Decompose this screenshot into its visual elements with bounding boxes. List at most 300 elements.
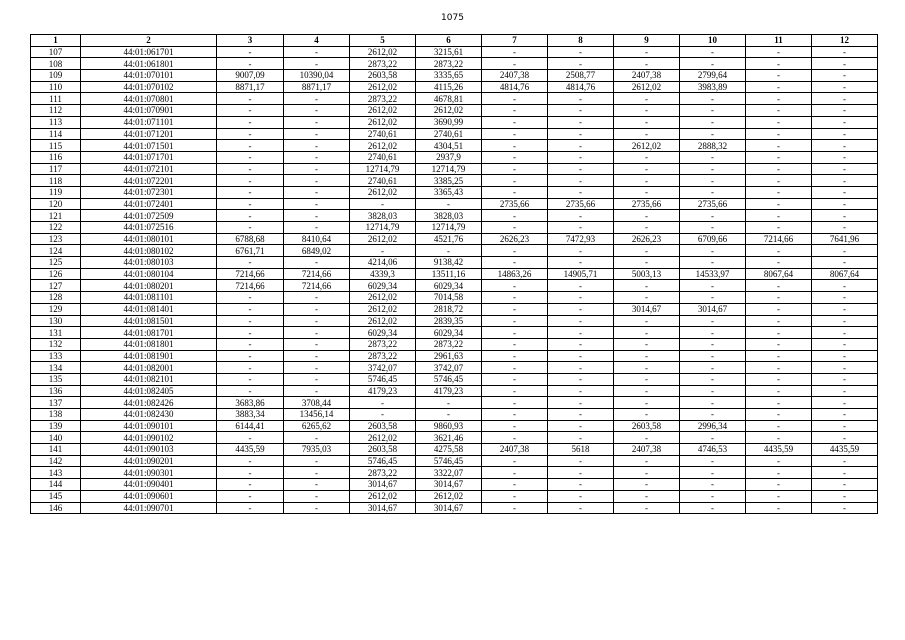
table-row <box>31 268 878 280</box>
table-cell: 137 <box>31 397 81 409</box>
table-cell: 44:01:070901 <box>81 105 217 117</box>
table-cell: - <box>284 373 350 385</box>
table-cell: - <box>614 455 680 467</box>
table-cell: - <box>746 467 812 479</box>
table-cell: - <box>746 81 812 93</box>
table-cell: - <box>350 245 416 257</box>
table-cell: 44:01:072301 <box>81 186 217 198</box>
table-header <box>31 35 878 47</box>
table-cell: - <box>746 93 812 105</box>
table-cell: - <box>746 198 812 210</box>
table-cell: - <box>482 93 548 105</box>
table-cell: - <box>746 116 812 128</box>
column-header: 5 <box>350 35 416 47</box>
table-cell: - <box>416 245 482 257</box>
table-cell: 2799,64 <box>680 70 746 82</box>
table-cell: - <box>548 292 614 304</box>
table-cell: - <box>482 338 548 350</box>
table-cell: - <box>548 467 614 479</box>
table-cell: 2740,61 <box>350 175 416 187</box>
table-cell: - <box>217 362 284 374</box>
table-cell: 8067,64 <box>746 268 812 280</box>
table-cell: - <box>284 292 350 304</box>
table-cell: - <box>482 397 548 409</box>
table-row <box>31 163 878 175</box>
table-cell: 3322,07 <box>416 467 482 479</box>
column-header: 3 <box>217 35 284 47</box>
table-cell: - <box>614 222 680 234</box>
table-cell: 130 <box>31 315 81 327</box>
table-row <box>31 93 878 105</box>
table-cell: - <box>284 338 350 350</box>
table-cell: 44:01:070101 <box>81 70 217 82</box>
table-row <box>31 490 878 502</box>
table-cell: - <box>812 46 878 58</box>
table-cell: - <box>812 81 878 93</box>
table-cell: - <box>614 409 680 421</box>
table-cell: 14533,97 <box>680 268 746 280</box>
table-cell: 4746,53 <box>680 444 746 456</box>
table-cell: - <box>746 479 812 491</box>
table-cell: 2612,02 <box>614 140 680 152</box>
column-header: 7 <box>482 35 548 47</box>
table-cell: - <box>548 222 614 234</box>
table-cell: 2873,22 <box>350 350 416 362</box>
table-cell: 44:01:082426 <box>81 397 217 409</box>
table-cell: 112 <box>31 105 81 117</box>
table-cell: - <box>284 93 350 105</box>
table-cell: 2612,02 <box>350 432 416 444</box>
table-cell: - <box>614 151 680 163</box>
table-cell: - <box>746 128 812 140</box>
table-cell: 5746,45 <box>350 373 416 385</box>
table-cell: - <box>680 245 746 257</box>
table-cell: 14863,26 <box>482 268 548 280</box>
table-cell: 3014,67 <box>416 502 482 514</box>
table-cell: - <box>482 210 548 222</box>
table-row <box>31 362 878 374</box>
table-cell: - <box>614 479 680 491</box>
table-cell: 8871,17 <box>217 81 284 93</box>
table-cell: - <box>482 292 548 304</box>
table-cell: 44:01:090601 <box>81 490 217 502</box>
table-cell: 117 <box>31 163 81 175</box>
table-row <box>31 58 878 70</box>
table-cell: - <box>614 210 680 222</box>
table-cell: 12714,79 <box>416 163 482 175</box>
table-cell: - <box>284 479 350 491</box>
table-cell: - <box>548 280 614 292</box>
table-cell: 110 <box>31 81 81 93</box>
table-cell: - <box>548 315 614 327</box>
table-cell: - <box>217 350 284 362</box>
table-cell: - <box>680 151 746 163</box>
table-cell: 44:01:081801 <box>81 338 217 350</box>
table-row <box>31 105 878 117</box>
column-header: 11 <box>746 35 812 47</box>
table-cell: - <box>217 93 284 105</box>
table-row <box>31 257 878 269</box>
table-cell: 3690,99 <box>416 116 482 128</box>
table-cell: - <box>680 315 746 327</box>
table-cell: - <box>614 327 680 339</box>
table-cell: - <box>482 502 548 514</box>
table-cell: - <box>284 315 350 327</box>
table-cell: - <box>284 116 350 128</box>
table-cell: - <box>746 350 812 362</box>
table-cell: - <box>548 175 614 187</box>
table-cell: 12714,79 <box>416 222 482 234</box>
table-cell: 4275,58 <box>416 444 482 456</box>
table-cell: 2735,66 <box>614 198 680 210</box>
table-cell: - <box>746 292 812 304</box>
table-cell: - <box>812 420 878 432</box>
table-cell: - <box>284 490 350 502</box>
table-cell: - <box>680 46 746 58</box>
table-cell: 44:01:080103 <box>81 257 217 269</box>
column-header: 6 <box>416 35 482 47</box>
table-cell: 2735,66 <box>548 198 614 210</box>
table-cell: 2612,02 <box>614 81 680 93</box>
table-cell: - <box>482 467 548 479</box>
table-cell: 14905,71 <box>548 268 614 280</box>
table-cell: - <box>284 210 350 222</box>
table-cell: - <box>680 280 746 292</box>
table-cell: - <box>284 257 350 269</box>
table-cell: 114 <box>31 128 81 140</box>
table-cell: 145 <box>31 490 81 502</box>
table-cell: 12714,79 <box>350 222 416 234</box>
table-row <box>31 397 878 409</box>
table-cell: - <box>482 58 548 70</box>
table-cell: - <box>812 222 878 234</box>
table-row <box>31 245 878 257</box>
table-cell: - <box>746 58 812 70</box>
table-cell: - <box>217 385 284 397</box>
table-cell: 5746,45 <box>350 455 416 467</box>
table-cell: 44:01:082101 <box>81 373 217 385</box>
table-cell: - <box>284 46 350 58</box>
table-cell: - <box>548 479 614 491</box>
table-cell: 4435,59 <box>217 444 284 456</box>
table-cell: 2839,35 <box>416 315 482 327</box>
table-cell: 6029,34 <box>350 327 416 339</box>
table-cell: - <box>680 455 746 467</box>
table-cell: - <box>482 385 548 397</box>
table-cell: 10390,04 <box>284 70 350 82</box>
table-cell: - <box>812 409 878 421</box>
table-cell: - <box>812 163 878 175</box>
table-cell: - <box>680 93 746 105</box>
table-row <box>31 175 878 187</box>
table-cell: - <box>746 338 812 350</box>
table-cell: - <box>812 455 878 467</box>
table-cell: 2612,02 <box>350 105 416 117</box>
column-header: 2 <box>81 35 217 47</box>
table-cell: - <box>812 151 878 163</box>
table-cell: 3014,67 <box>680 303 746 315</box>
table-cell: - <box>614 280 680 292</box>
table-cell: - <box>680 479 746 491</box>
table-cell: - <box>680 467 746 479</box>
table-row <box>31 46 878 58</box>
table-row <box>31 444 878 456</box>
table-cell: - <box>217 58 284 70</box>
table-cell: - <box>217 467 284 479</box>
table-cell: 2407,38 <box>614 70 680 82</box>
table-cell: 126 <box>31 268 81 280</box>
table-cell: - <box>812 303 878 315</box>
table-cell: 2612,02 <box>416 105 482 117</box>
table-cell: - <box>548 93 614 105</box>
table-cell: - <box>548 502 614 514</box>
table-cell: 2612,02 <box>350 116 416 128</box>
column-header: 9 <box>614 35 680 47</box>
table-cell: - <box>482 420 548 432</box>
table-cell: 6144,41 <box>217 420 284 432</box>
table-cell: - <box>746 315 812 327</box>
table-cell: - <box>217 46 284 58</box>
table-cell: 2735,66 <box>680 198 746 210</box>
table-cell: - <box>614 105 680 117</box>
table-cell: - <box>812 70 878 82</box>
table-cell: - <box>746 257 812 269</box>
table-cell: 7214,66 <box>284 280 350 292</box>
table-cell: - <box>680 432 746 444</box>
table-row <box>31 233 878 245</box>
table-cell: - <box>680 502 746 514</box>
table-cell: - <box>614 362 680 374</box>
table-cell: 44:01:072516 <box>81 222 217 234</box>
table-cell: - <box>812 93 878 105</box>
table-cell: 123 <box>31 233 81 245</box>
table-cell: - <box>217 292 284 304</box>
table-cell: - <box>812 490 878 502</box>
table-cell: 44:01:080104 <box>81 268 217 280</box>
table-cell: - <box>812 116 878 128</box>
table-cell: - <box>680 116 746 128</box>
table-cell: 113 <box>31 116 81 128</box>
table-cell: - <box>217 432 284 444</box>
table-row <box>31 140 878 152</box>
table-cell: 2873,22 <box>416 58 482 70</box>
table-cell: 146 <box>31 502 81 514</box>
page-number: 1075 <box>441 13 464 23</box>
table-cell: - <box>482 280 548 292</box>
column-header: 8 <box>548 35 614 47</box>
table-cell: 143 <box>31 467 81 479</box>
table-cell: - <box>614 467 680 479</box>
table-cell: - <box>217 222 284 234</box>
table-cell: - <box>284 327 350 339</box>
column-header: 1 <box>31 35 81 47</box>
table-cell: - <box>746 397 812 409</box>
table-cell: 44:01:072509 <box>81 210 217 222</box>
table-cell: 2626,23 <box>482 233 548 245</box>
table-cell: - <box>614 292 680 304</box>
table-cell: - <box>680 292 746 304</box>
table-row <box>31 373 878 385</box>
table-cell: - <box>680 338 746 350</box>
table-cell: 7641,96 <box>812 233 878 245</box>
table-cell: - <box>614 350 680 362</box>
table-cell: - <box>614 93 680 105</box>
table-cell: - <box>350 397 416 409</box>
table-row <box>31 81 878 93</box>
table-cell: 6029,34 <box>416 280 482 292</box>
table-cell: - <box>284 186 350 198</box>
table-cell: - <box>548 455 614 467</box>
table-cell: - <box>614 432 680 444</box>
table-cell: - <box>812 128 878 140</box>
table-cell: - <box>746 151 812 163</box>
table-cell: 44:01:090401 <box>81 479 217 491</box>
table-cell: - <box>812 362 878 374</box>
table-cell: - <box>217 105 284 117</box>
table-cell: 2873,22 <box>350 467 416 479</box>
table-cell: - <box>284 151 350 163</box>
table-cell: - <box>614 338 680 350</box>
table-cell: 3215,61 <box>416 46 482 58</box>
table-cell: - <box>812 467 878 479</box>
table-cell: - <box>812 432 878 444</box>
table-cell: 6265,62 <box>284 420 350 432</box>
table-cell: 2603,58 <box>350 444 416 456</box>
table-cell: - <box>217 479 284 491</box>
table-cell: 2873,22 <box>350 58 416 70</box>
table-cell: 2888,32 <box>680 140 746 152</box>
table-cell: 136 <box>31 385 81 397</box>
table-cell: - <box>812 280 878 292</box>
table-cell: 139 <box>31 420 81 432</box>
table-row <box>31 186 878 198</box>
table-cell: - <box>614 116 680 128</box>
table-cell: - <box>680 163 746 175</box>
table-cell: 44:01:080201 <box>81 280 217 292</box>
table-row <box>31 222 878 234</box>
table-cell: 115 <box>31 140 81 152</box>
table-row <box>31 315 878 327</box>
table-cell: 44:01:070801 <box>81 93 217 105</box>
table-cell: 6761,71 <box>217 245 284 257</box>
table-cell: 4435,59 <box>812 444 878 456</box>
table-cell: 2508,77 <box>548 70 614 82</box>
table-cell: 2603,58 <box>614 420 680 432</box>
table-cell: - <box>217 186 284 198</box>
table-cell: - <box>614 397 680 409</box>
table-cell: 7214,66 <box>746 233 812 245</box>
table-cell: 44:01:061701 <box>81 46 217 58</box>
table-cell: - <box>680 490 746 502</box>
table-cell: - <box>812 373 878 385</box>
table-cell: 4179,23 <box>350 385 416 397</box>
table-cell: 3385,25 <box>416 175 482 187</box>
table-cell: - <box>482 105 548 117</box>
table-cell: - <box>217 455 284 467</box>
table-row <box>31 409 878 421</box>
table-cell: - <box>548 327 614 339</box>
table-cell: 7214,66 <box>217 280 284 292</box>
table-body <box>31 46 878 514</box>
table-cell: - <box>746 140 812 152</box>
table-cell: - <box>548 373 614 385</box>
table-cell: - <box>680 222 746 234</box>
table-cell: - <box>746 105 812 117</box>
table-cell: - <box>482 315 548 327</box>
table-cell: 6029,34 <box>416 327 482 339</box>
table-row <box>31 432 878 444</box>
table-cell: - <box>284 140 350 152</box>
table-cell: - <box>548 490 614 502</box>
table-cell: - <box>217 303 284 315</box>
table-cell: 5618 <box>548 444 614 456</box>
table-row <box>31 479 878 491</box>
table-row <box>31 338 878 350</box>
table-cell: - <box>746 502 812 514</box>
table-cell: 2603,58 <box>350 70 416 82</box>
table-cell: - <box>614 128 680 140</box>
table-cell: - <box>217 198 284 210</box>
table-row <box>31 70 878 82</box>
table-cell: - <box>680 373 746 385</box>
table-cell: - <box>217 502 284 514</box>
table-cell: - <box>812 186 878 198</box>
table-cell: - <box>482 46 548 58</box>
table-cell: 3014,67 <box>350 502 416 514</box>
table-cell: - <box>217 257 284 269</box>
table-cell: - <box>284 175 350 187</box>
table-cell: 2612,02 <box>350 140 416 152</box>
table-cell: - <box>482 455 548 467</box>
table-cell: 119 <box>31 186 81 198</box>
table-row <box>31 116 878 128</box>
table-cell: - <box>812 350 878 362</box>
table-cell: 4304,51 <box>416 140 482 152</box>
table-cell: 2612,02 <box>350 303 416 315</box>
table-cell: 132 <box>31 338 81 350</box>
table-cell: 44:01:090101 <box>81 420 217 432</box>
table-cell: 4521,76 <box>416 233 482 245</box>
table-cell: 44:01:081101 <box>81 292 217 304</box>
table-cell: 6849,02 <box>284 245 350 257</box>
table-cell: 44:01:080102 <box>81 245 217 257</box>
table-cell: - <box>680 327 746 339</box>
table-cell: 2873,22 <box>350 93 416 105</box>
table-cell: 2740,61 <box>350 151 416 163</box>
table-cell: 9007,09 <box>217 70 284 82</box>
table-cell: - <box>614 245 680 257</box>
table-cell: - <box>812 327 878 339</box>
column-header: 10 <box>680 35 746 47</box>
table-cell: 44:01:072201 <box>81 175 217 187</box>
table-cell: 44:01:082405 <box>81 385 217 397</box>
table-cell: 8410,64 <box>284 233 350 245</box>
table-cell: - <box>812 245 878 257</box>
table-cell: - <box>812 479 878 491</box>
table-cell: 121 <box>31 210 81 222</box>
table-cell: - <box>482 163 548 175</box>
table-cell: - <box>217 490 284 502</box>
table-cell: 2612,02 <box>416 490 482 502</box>
table-row <box>31 292 878 304</box>
table-cell: 7214,66 <box>217 268 284 280</box>
table-cell: - <box>548 105 614 117</box>
table-cell: 44:01:090301 <box>81 467 217 479</box>
table-cell: - <box>746 70 812 82</box>
table-cell: - <box>680 58 746 70</box>
table-cell: 2735,66 <box>482 198 548 210</box>
table-cell: 7214,66 <box>284 268 350 280</box>
